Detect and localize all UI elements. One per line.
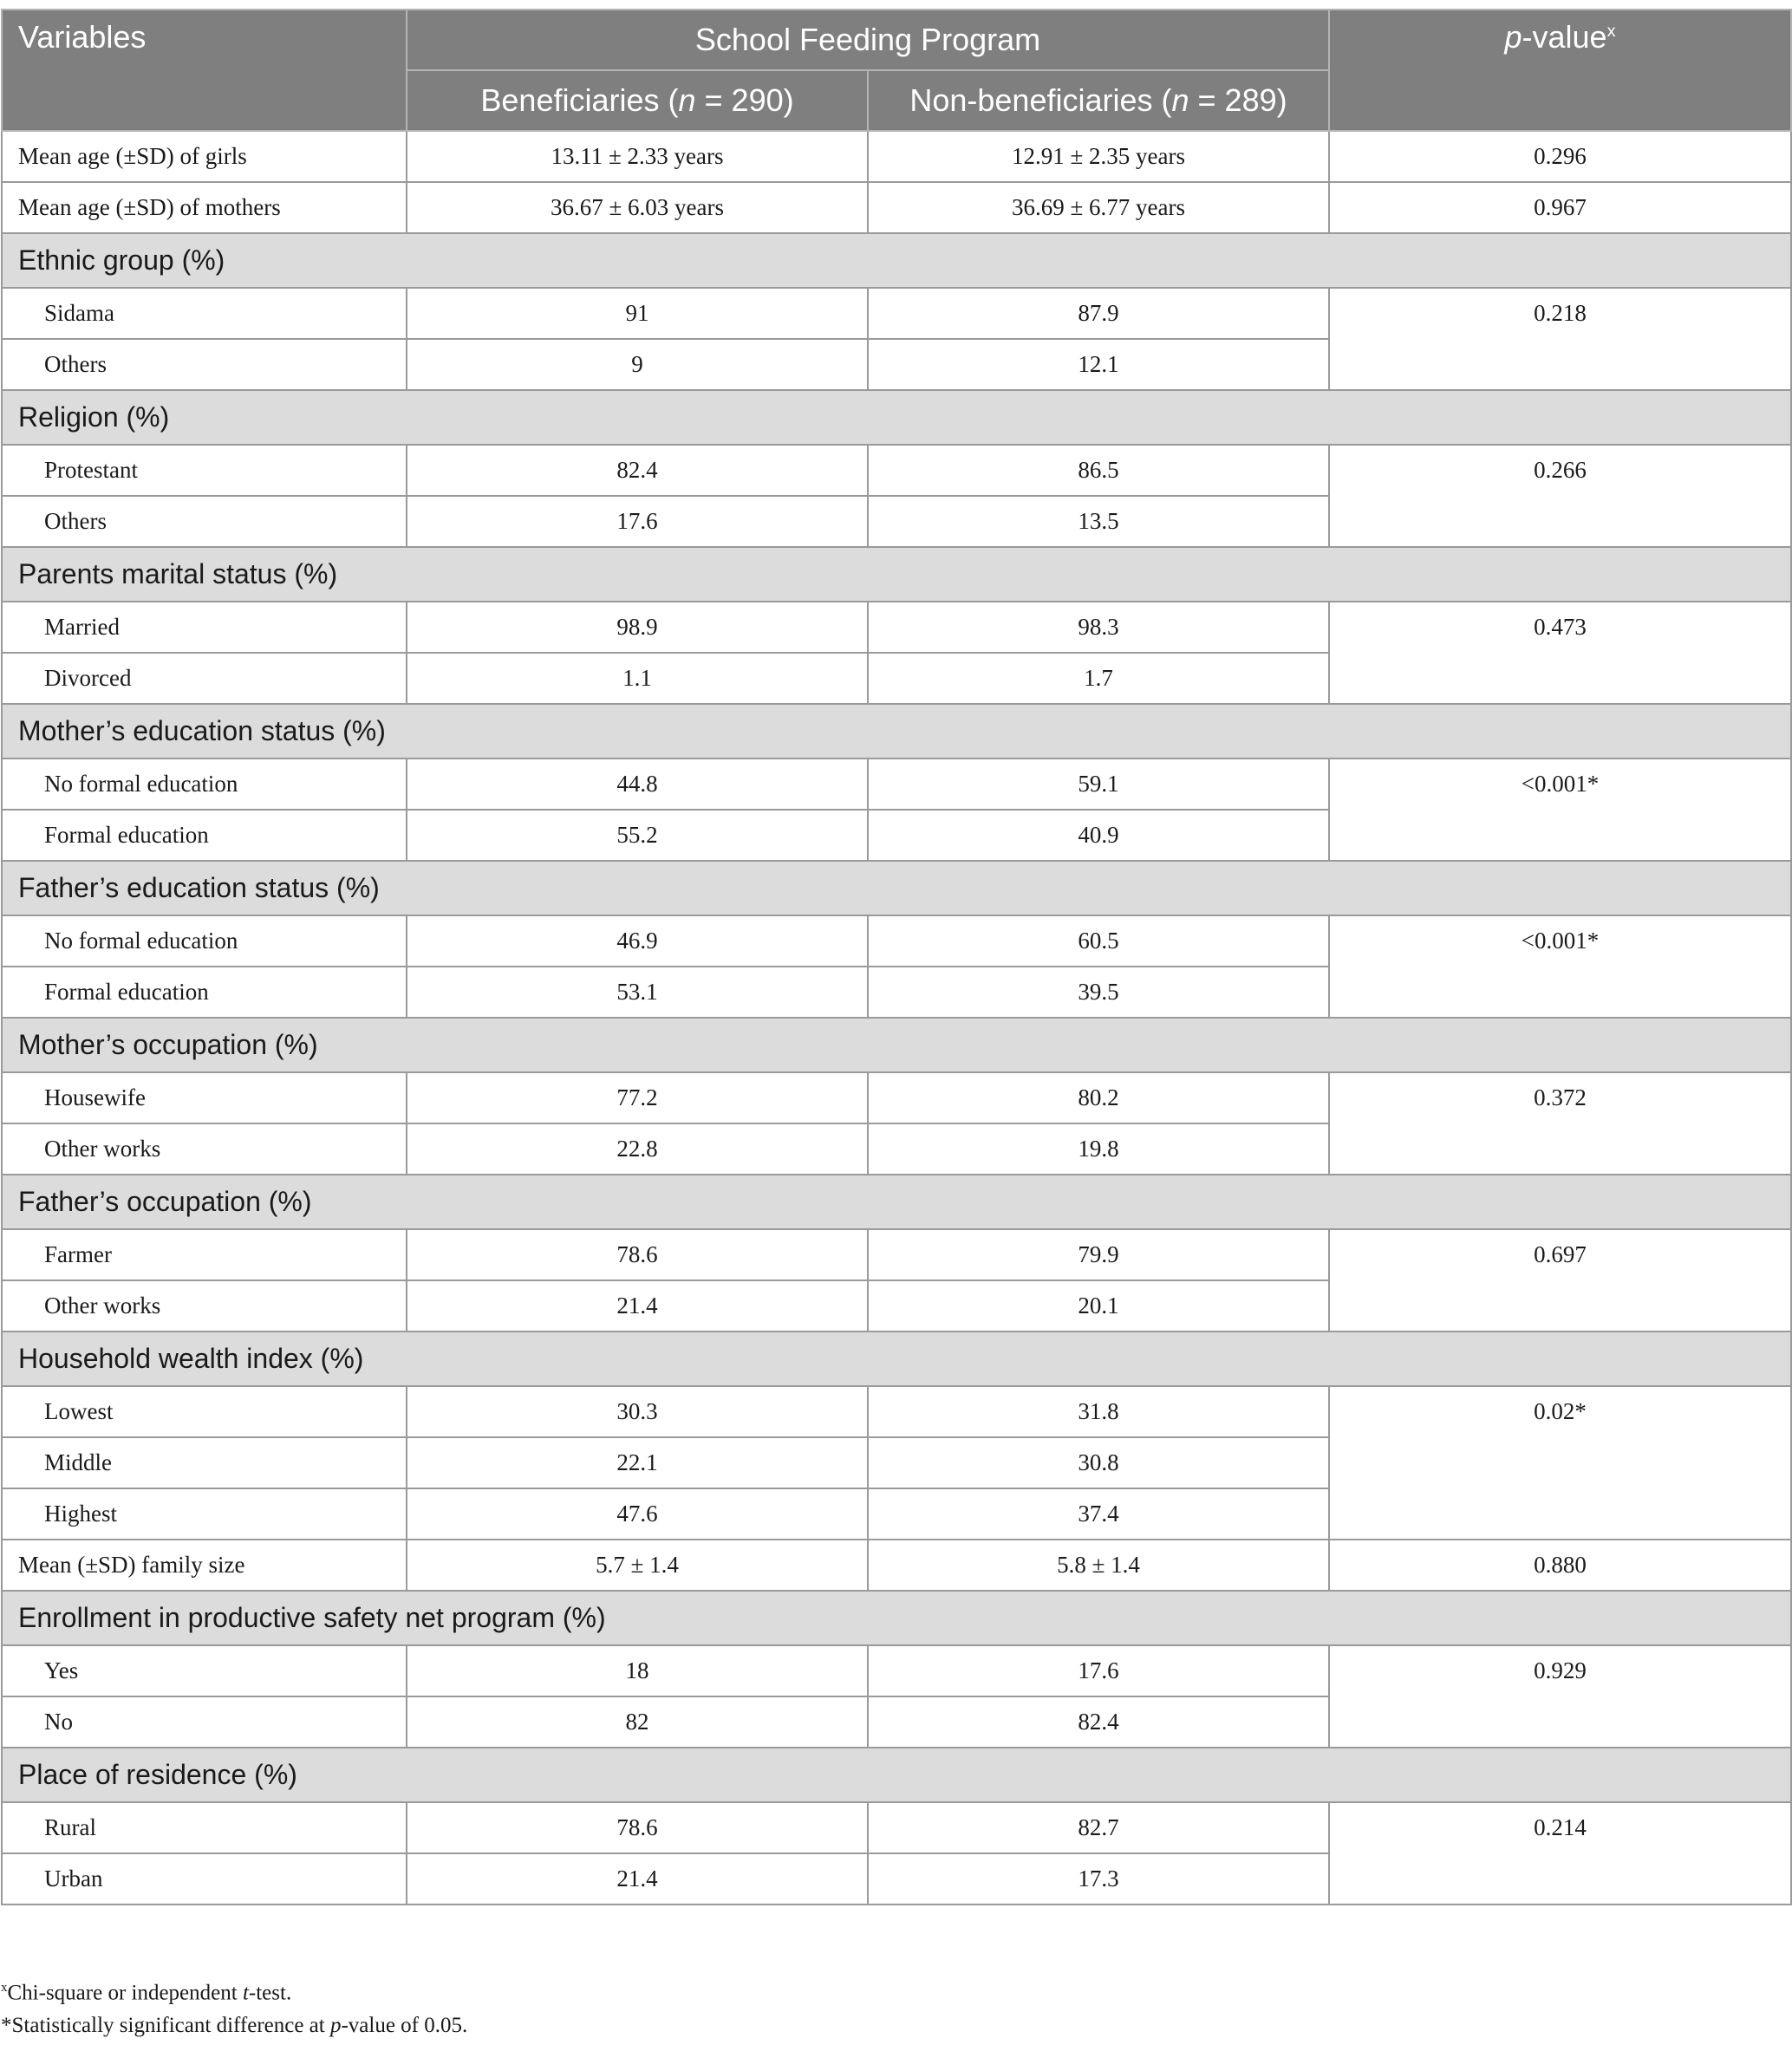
nonbeneficiaries-value: 19.8 [868,1123,1329,1175]
category-row [2,1175,1791,1229]
category-title: Mother’s occupation (%) [2,1018,1791,1072]
row-label: No formal education [2,915,407,967]
category-title: Ethnic group (%) [2,233,1791,288]
nonbeneficiaries-value: 12.91 ± 2.35 years [868,131,1329,182]
beneficiaries-value: 53.1 [407,967,868,1018]
nonbeneficiaries-value: 82.4 [868,1696,1329,1748]
beneficiaries-value: 98.9 [407,602,868,653]
p-value: <0.001* [1329,915,1791,1018]
p-value: 0.266 [1329,445,1791,547]
row-label: Lowest [2,1386,407,1437]
nonbeneficiaries-value: 20.1 [868,1280,1329,1332]
nonbeneficiaries-value: 5.8 ± 1.4 [868,1540,1329,1591]
nonbeneficiaries-value: 80.2 [868,1072,1329,1123]
beneficiaries-value: 21.4 [407,1280,868,1332]
category-title: Religion (%) [2,390,1791,445]
table-row [2,915,1791,967]
beneficiaries-value: 46.9 [407,915,868,967]
table-row [2,602,1791,653]
beneficiaries-value: 22.1 [407,1437,868,1488]
row-label: No [2,1696,407,1748]
beneficiaries-value: 78.6 [407,1229,868,1280]
row-label: Protestant [2,445,407,496]
category-row [2,1748,1791,1802]
row-label: Urban [2,1853,407,1904]
category-title: Place of residence (%) [2,1748,1791,1802]
row-label: Divorced [2,653,407,704]
row-label: Yes [2,1645,407,1696]
nonbeneficiaries-value: 82.7 [868,1802,1329,1853]
nonbeneficiaries-value: 1.7 [868,653,1329,704]
p-value: 0.214 [1329,1802,1791,1904]
footnote-test: $^x$Chi-square or independent t-test. [1,1981,292,2005]
category-row [2,233,1791,288]
nonbeneficiaries-value: 40.9 [868,810,1329,861]
beneficiaries-value: 78.6 [407,1802,868,1853]
header-beneficiaries: Beneficiaries (n = 290) [407,70,868,131]
nonbeneficiaries-value: 87.9 [868,288,1329,339]
beneficiaries-value: 22.8 [407,1123,868,1175]
p-value: 0.697 [1329,1229,1791,1332]
nonbeneficiaries-value: 39.5 [868,967,1329,1018]
p-value: 0.218 [1329,288,1791,390]
table-row [2,1802,1791,1853]
nonbeneficiaries-value: 17.6 [868,1645,1329,1696]
row-label: Mean age (±SD) of girls [2,131,407,182]
p-value: 0.929 [1329,1645,1791,1748]
beneficiaries-value: 36.67 ± 6.03 years [407,182,868,233]
category-title: Enrollment in productive safety net program (%) [2,1591,1791,1645]
row-label: Middle [2,1437,407,1488]
row-label: Formal education [2,810,407,861]
table-row [2,1540,1791,1591]
beneficiaries-value: 5.7 ± 1.4 [407,1540,868,1591]
beneficiaries-value: 82.4 [407,445,868,496]
beneficiaries-value: 21.4 [407,1853,868,1904]
category-row [2,1018,1791,1072]
table-row [2,1386,1791,1437]
beneficiaries-value: 47.6 [407,1488,868,1540]
nonbeneficiaries-value: 31.8 [868,1386,1329,1437]
category-row [2,861,1791,915]
category-row [2,390,1791,445]
beneficiaries-value: 9 [407,339,868,390]
beneficiaries-value: 1.1 [407,653,868,704]
characteristics-table [1,9,1792,1905]
row-label: Married [2,602,407,653]
table-row [2,288,1791,339]
category-title: Father’s occupation (%) [2,1175,1791,1229]
beneficiaries-value: 55.2 [407,810,868,861]
p-value: 0.473 [1329,602,1791,704]
table-row [2,182,1791,233]
category-title: Parents marital status (%) [2,547,1791,602]
row-label: Others [2,496,407,547]
nonbeneficiaries-value: 13.5 [868,496,1329,547]
category-row [2,1591,1791,1645]
beneficiaries-value: 44.8 [407,759,868,810]
footnote-significance: *Statistically significant difference at p-value of 0.05. [1,2014,468,2038]
beneficiaries-value: 30.3 [407,1386,868,1437]
table-row [2,1645,1791,1696]
nonbeneficiaries-value: 36.69 ± 6.77 years [868,182,1329,233]
beneficiaries-value: 18 [407,1645,868,1696]
row-label: Farmer [2,1229,407,1280]
nonbeneficiaries-value: 79.9 [868,1229,1329,1280]
nonbeneficiaries-value: 60.5 [868,915,1329,967]
table-row [2,1072,1791,1123]
nonbeneficiaries-value: 17.3 [868,1853,1329,1904]
row-label: Highest [2,1488,407,1540]
row-label: Rural [2,1802,407,1853]
beneficiaries-value: 91 [407,288,868,339]
row-label: Sidama [2,288,407,339]
header-nonbeneficiaries: Non-beneficiaries (n = 289) [868,70,1329,131]
nonbeneficiaries-value: 30.8 [868,1437,1329,1488]
p-value: 0.372 [1329,1072,1791,1175]
category-row [2,547,1791,602]
p-value: 0.880 [1329,1540,1791,1591]
row-label: Others [2,339,407,390]
header-pvalue: p-value$^x$ [1329,10,1791,131]
row-label: No formal education [2,759,407,810]
row-label: Housewife [2,1072,407,1123]
beneficiaries-value: 82 [407,1696,868,1748]
nonbeneficiaries-value: 86.5 [868,445,1329,496]
table-footnotes [1,1971,467,2042]
nonbeneficiaries-value: 59.1 [868,759,1329,810]
table-row [2,759,1791,810]
table-row [2,131,1791,182]
p-value: <0.001* [1329,759,1791,861]
category-row [2,1332,1791,1386]
category-title: Father’s education status (%) [2,861,1791,915]
beneficiaries-value: 17.6 [407,496,868,547]
row-label: Mean age (±SD) of mothers [2,182,407,233]
nonbeneficiaries-value: 12.1 [868,339,1329,390]
beneficiaries-value: 77.2 [407,1072,868,1123]
p-value: 0.02* [1329,1386,1791,1540]
category-title: Household wealth index (%) [2,1332,1791,1386]
nonbeneficiaries-value: 98.3 [868,602,1329,653]
p-value: 0.967 [1329,182,1791,233]
category-row [2,704,1791,759]
table-row [2,1229,1791,1280]
row-label: Mean (±SD) family size [2,1540,407,1591]
row-label: Formal education [2,967,407,1018]
row-label: Other works [2,1280,407,1332]
table-row [2,445,1791,496]
category-title: Mother’s education status (%) [2,704,1791,759]
nonbeneficiaries-value: 37.4 [868,1488,1329,1540]
beneficiaries-value: 13.11 ± 2.33 years [407,131,868,182]
p-value: 0.296 [1329,131,1791,182]
row-label: Other works [2,1123,407,1175]
header-variables: Variables [2,10,407,131]
header-program: School Feeding Program [407,10,1329,70]
